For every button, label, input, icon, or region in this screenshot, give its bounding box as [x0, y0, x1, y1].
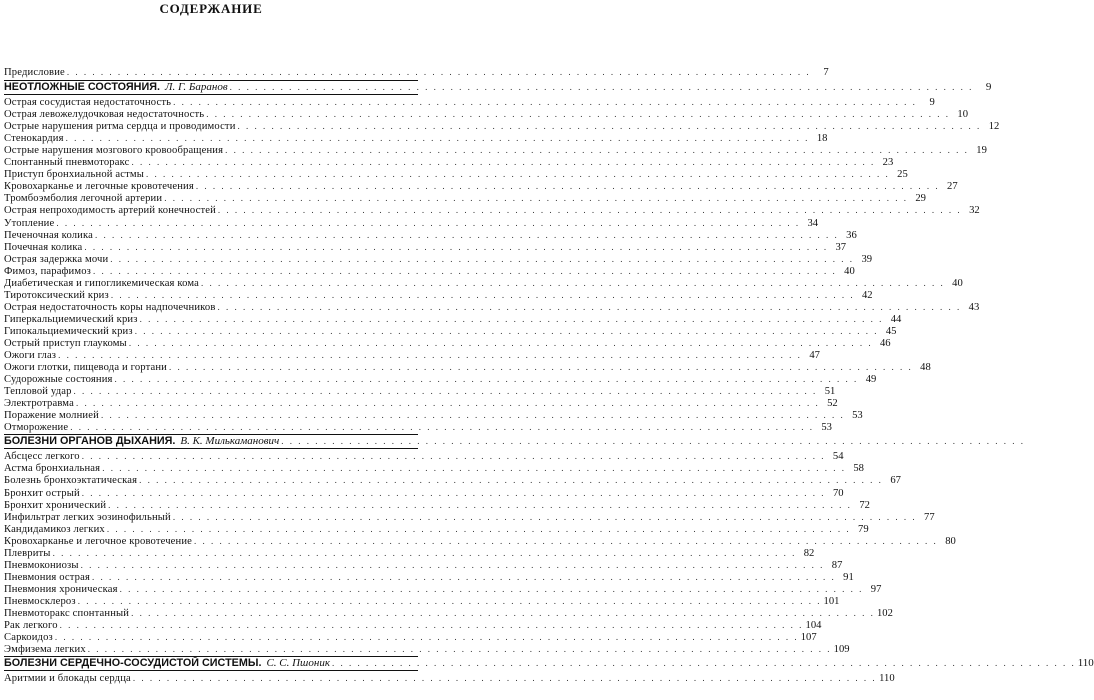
entry-title: Абсцесс легкого	[4, 451, 80, 463]
dot-leader	[53, 547, 797, 559]
entry-title: Болезнь бронхоэктатическая	[4, 475, 138, 487]
table-of-contents	[4, 66, 1094, 685]
page-number: 7	[823, 67, 829, 78]
dot-leader	[82, 487, 826, 499]
toc-entry	[4, 120, 1000, 133]
dot-leader	[173, 511, 917, 523]
entry-title: Судорожные состояния	[4, 374, 113, 386]
page-number: 23	[882, 157, 894, 169]
entry-title: Пневмосклероз	[4, 595, 76, 607]
page-number: 47	[809, 350, 820, 362]
entry-title: Печеночная колика	[4, 229, 93, 241]
toc-entry	[4, 241, 847, 253]
entry-title: Астма бронхиальная	[4, 463, 101, 475]
page-number: 25	[897, 169, 908, 181]
toc-entry	[4, 349, 820, 362]
page-number: 97	[870, 583, 882, 595]
toc-entry	[4, 559, 843, 571]
dot-leader	[55, 631, 799, 643]
toc-entry	[4, 450, 844, 463]
page-number: 46	[879, 337, 891, 349]
page-number: 52	[827, 398, 838, 410]
page-number: 34	[807, 217, 819, 229]
page-number: 39	[861, 253, 873, 265]
toc-entry	[4, 156, 894, 169]
toc-entry	[4, 337, 891, 349]
entry-title: Острая левожелудочковая недостаточность	[4, 109, 205, 121]
dot-leader	[70, 421, 814, 433]
dot-leader	[146, 168, 890, 180]
page-number: 42	[861, 289, 873, 301]
section-title: БОЛЕЗНИ ОРГАНОВ ДЫХАНИЯ.	[4, 435, 176, 448]
page-number: 10	[957, 109, 969, 121]
page-number: 18	[816, 133, 828, 145]
toc-entry	[4, 217, 819, 229]
page-number: 40	[844, 265, 855, 277]
entry-title: Тепловой удар	[4, 386, 72, 398]
dot-leader	[206, 108, 950, 120]
entry-title: Тромбоэмболия легочной артерии	[4, 193, 163, 205]
section-title: БОЛЕЗНИ СЕРДЕЧНО-СОСУДИСТОЙ СИСТЕМЫ.	[4, 657, 262, 670]
page-number: 43	[968, 301, 980, 313]
toc-entry	[4, 643, 850, 656]
entry-title: Острый приступ глаукомы	[4, 337, 127, 349]
toc-entry	[4, 265, 855, 277]
page-number: 53	[852, 410, 863, 422]
page-number: 19	[976, 145, 987, 157]
section-heading	[4, 657, 330, 669]
dot-leader	[101, 409, 845, 421]
toc-section-heading	[4, 434, 418, 449]
entry-title: Электротравма	[4, 398, 74, 410]
dot-leader	[139, 474, 883, 486]
dot-leader	[218, 301, 962, 313]
toc-entry	[4, 631, 817, 644]
entry-title: Острые нарушения ритма сердца и проводимости	[4, 121, 236, 133]
page-number: 51	[824, 386, 836, 398]
toc-entry	[4, 523, 869, 535]
dot-leader	[230, 81, 974, 93]
page-number: 36	[846, 229, 857, 241]
page-number: 45	[885, 325, 897, 337]
page-number: 49	[865, 374, 877, 386]
toc-entry	[4, 168, 908, 181]
entry-title: Пневмония хроническая	[4, 583, 118, 595]
dot-leader	[56, 217, 800, 229]
entry-title: Тиротоксический криз	[4, 289, 109, 301]
dot-leader	[225, 144, 969, 156]
dot-leader	[107, 523, 851, 535]
page-number: 79	[858, 523, 869, 535]
toc-entry	[4, 108, 969, 121]
dot-leader	[78, 595, 822, 607]
toc-entry	[4, 397, 838, 410]
toc-entry	[4, 619, 822, 632]
page-number: 67	[890, 475, 901, 487]
entry-title: Кровохарканье и легочное кровотечение	[4, 535, 193, 547]
toc-entry	[4, 96, 935, 109]
dot-leader	[173, 96, 917, 108]
dot-leader	[58, 349, 802, 361]
toc-entry	[4, 277, 963, 289]
entry-title: Острая недостаточность коры надпочечников	[4, 301, 216, 313]
dot-leader	[169, 361, 913, 373]
page-number: 107	[800, 632, 817, 644]
entry-title: Почечная колика	[4, 241, 83, 253]
toc-entry	[4, 571, 854, 583]
section-author: Л. Г. Баранов	[165, 81, 228, 94]
page-number: 87	[831, 559, 843, 571]
entry-title: Бронхит острый	[4, 487, 80, 499]
dot-leader	[88, 643, 832, 655]
entry-title: Саркоидоз	[4, 632, 53, 644]
dot-leader	[194, 535, 938, 547]
toc-entry	[4, 180, 958, 193]
dot-leader	[81, 559, 825, 571]
page-number: 80	[945, 535, 956, 547]
entry-title: Острые нарушения мозгового кровообращения	[4, 145, 224, 157]
toc-entry	[4, 595, 840, 607]
entry-title: Гиперкальциемический криз	[4, 313, 138, 325]
entry-title: Приступ бронхиальной астмы	[4, 169, 144, 181]
entry-title: Пневмоторакс спонтанный	[4, 607, 130, 619]
page-number: 72	[859, 499, 870, 511]
page-number: 32	[969, 205, 980, 217]
dot-leader	[133, 672, 877, 684]
page-number: 53	[821, 422, 832, 434]
section-heading	[4, 81, 228, 93]
dot-leader	[131, 607, 875, 619]
toc-entry	[4, 204, 980, 217]
page-number: 110	[1077, 657, 1094, 670]
dot-leader	[201, 277, 945, 289]
toc-entry	[4, 672, 895, 685]
toc-entry	[4, 313, 902, 325]
entry-title: Эмфизема легких	[4, 644, 86, 656]
dot-leader	[129, 337, 873, 349]
entry-title: Пневмокониозы	[4, 559, 79, 571]
dot-leader	[110, 253, 854, 265]
entry-title: Острая задержка мочи	[4, 253, 109, 265]
dot-leader	[66, 132, 810, 144]
page-number: 101	[823, 595, 840, 607]
entry-title: Бронхит хронический	[4, 499, 107, 511]
dot-leader	[238, 120, 982, 132]
toc-section-heading	[4, 80, 992, 95]
entry-title: Стенокардия	[4, 133, 64, 145]
dot-leader	[131, 156, 875, 168]
toc-entry	[4, 361, 931, 374]
page-number: 54	[832, 451, 844, 463]
toc-entry	[4, 289, 873, 301]
toc-entry	[4, 487, 844, 499]
page-number: 9	[985, 81, 992, 94]
dot-leader	[281, 435, 1025, 447]
toc-entry	[4, 511, 935, 523]
entry-title: Спонтанный пневмоторакс	[4, 157, 130, 169]
entry-title: Утопление	[4, 217, 55, 229]
entry-title: Ожоги глотки, пищевода и гортани	[4, 362, 167, 374]
entry-title: Кандидамикоз легких	[4, 523, 105, 535]
page-number: 77	[924, 511, 935, 523]
entry-title: Острая сосудистая недостаточность	[4, 97, 172, 109]
dot-leader	[95, 229, 839, 241]
toc-entry	[4, 474, 901, 487]
dot-leader	[82, 450, 826, 462]
toc-entry	[4, 132, 828, 145]
toc-entry	[4, 583, 882, 595]
toc-entry	[4, 409, 863, 422]
toc-entry	[4, 144, 987, 157]
toc-entry	[4, 421, 832, 434]
page-title: СОДЕРЖАНИЕ	[159, 1, 263, 16]
section-heading	[4, 435, 279, 447]
toc-entry	[4, 373, 877, 386]
page-number: 70	[832, 487, 844, 499]
toc-entry	[4, 499, 870, 511]
dot-leader	[120, 583, 864, 595]
entry-title: Кровохарканье и легочные кровотечения	[4, 181, 194, 193]
dot-leader	[108, 499, 852, 511]
toc-section-heading	[4, 656, 1094, 671]
entry-title: Аритмии и блокады сердца	[4, 673, 131, 685]
entry-title: Рак легкого	[4, 620, 58, 632]
section-author: С. С. Пшоник	[266, 657, 330, 670]
entry-title: Диабетическая и гипогликемическая кома	[4, 277, 200, 289]
page-number: 110	[879, 673, 895, 685]
entry-title: Плевриты	[4, 547, 51, 559]
toc-entry	[4, 301, 980, 313]
page-number: 102	[876, 607, 893, 619]
dot-leader	[76, 397, 820, 409]
dot-leader	[111, 289, 855, 301]
toc-entry	[4, 192, 926, 205]
section-author: В. К. Милькаманович	[180, 435, 280, 448]
page-number: 104	[805, 620, 822, 632]
dot-leader	[74, 385, 818, 397]
entry-title: Ожоги глаз	[4, 350, 57, 362]
entry-title: Гипокальциемический криз	[4, 325, 133, 337]
toc-entry	[4, 253, 873, 265]
page-number: 91	[843, 571, 854, 583]
dot-leader	[60, 619, 804, 631]
toc-entry	[4, 535, 956, 547]
entry-title: Отморожение	[4, 422, 69, 434]
page-number: 12	[988, 121, 1000, 133]
entry-title: Острая непроходимость артерий конечностей	[4, 205, 216, 217]
page-number: 27	[947, 181, 958, 193]
toc-entry	[4, 607, 893, 619]
toc-entry	[4, 547, 815, 559]
dot-leader	[67, 66, 811, 78]
page-number: 48	[920, 362, 931, 374]
dot-leader	[115, 373, 859, 385]
toc-entry	[4, 325, 897, 337]
dot-leader	[135, 325, 879, 337]
dot-leader	[92, 571, 836, 583]
toc-entry	[4, 229, 857, 241]
toc-entry	[4, 66, 829, 78]
section-title: НЕОТЛОЖНЫЕ СОСТОЯНИЯ.	[4, 81, 160, 94]
entry-title: Пневмония острая	[4, 571, 90, 583]
dot-leader	[93, 265, 837, 277]
toc-entry	[4, 462, 864, 475]
entry-title: Поражение молнией	[4, 410, 99, 422]
page-number: 29	[915, 193, 926, 205]
page-number: 37	[835, 241, 847, 253]
page-number: 44	[890, 313, 902, 325]
dot-leader	[84, 241, 828, 253]
dot-leader	[332, 657, 1076, 669]
page-number: 40	[952, 277, 963, 289]
page-number: 9	[929, 97, 935, 109]
dot-leader	[140, 313, 884, 325]
dot-leader	[196, 180, 940, 192]
dot-leader	[164, 192, 908, 204]
entry-title: Предисловие	[4, 67, 65, 78]
dot-leader	[218, 204, 962, 216]
dot-leader	[102, 462, 846, 474]
entry-title: Фимоз, парафимоз	[4, 265, 92, 277]
page-number: 82	[803, 547, 815, 559]
toc-entry	[4, 385, 836, 398]
page-number: 58	[853, 463, 864, 475]
entry-title: Инфильтрат легких эозинофильный	[4, 511, 171, 523]
page-number: 109	[833, 644, 850, 656]
